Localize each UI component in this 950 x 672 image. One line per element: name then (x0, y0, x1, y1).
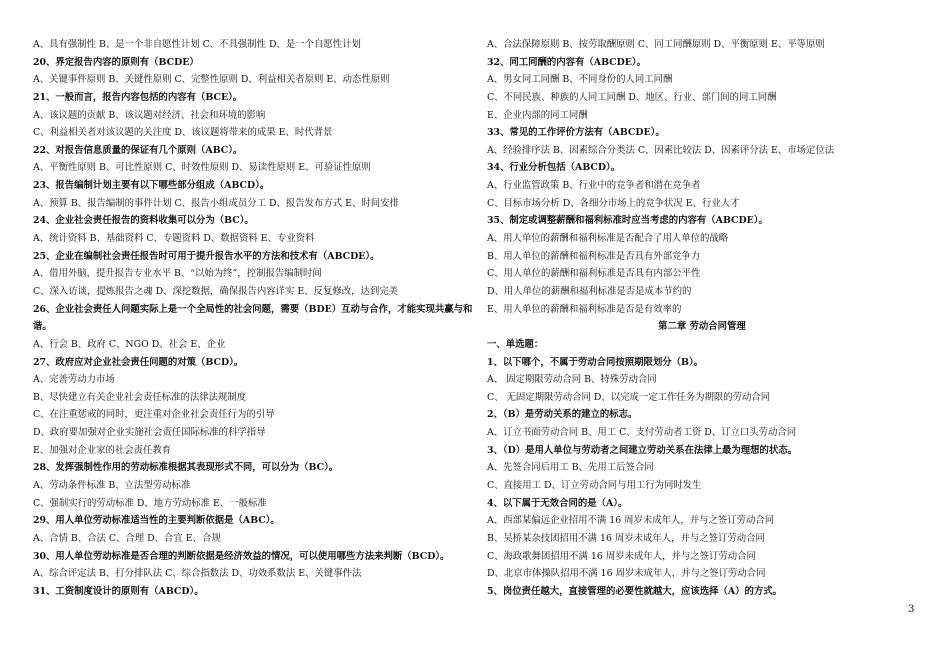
question-line: 30、用人单位劳动标准是否合理的判断依据是经济效益的情况，可以使用哪些方法来判断（BCD）。 (33, 550, 450, 562)
question-line: 2、（B）是劳动关系的建立的标志。 (487, 409, 638, 421)
option-line: C、在注重惩戒的同时，更注重对企业社会责任行为的引导 (33, 409, 275, 421)
option-line: A、 固定期限劳动合同 B、特殊劳动合同 (487, 374, 657, 386)
right-column (487, 36, 917, 601)
question-line: 22、对报告信息质量的保证有几个原则（ABC）。 (33, 144, 243, 156)
option-line: A、借用外脑，提升报告专业水平 B、“以始为终”，控制报告编制时间 (33, 268, 322, 280)
option-line: C、直接用工 D、订立劳动合同与用工行为同时发生 (487, 480, 702, 492)
question-line: 26、企业社会责任人问题实际上是一个全局性的社会问题，需要（BDE）互动与合作，才能实现共赢与和谐。 (33, 303, 473, 333)
question-line: 24、企业社会责任报告的资料收集可以分为（BC）。 (33, 215, 254, 227)
question-line: 31、工资制度设计的原则有（ABCD）。 (33, 585, 204, 597)
option-line: A、平衡性原则 B、可比性原则 C、时效性原则 D、易读性原则 E、可验证性原则 (33, 162, 371, 174)
question-line: 34、行业分析包括（ABCD）。 (487, 162, 621, 174)
question-line: 25、企业在编制社会责任报告时可用于提升报告水平的方法和技术有（ABCDE）。 (33, 250, 380, 262)
option-line: A、劳动条件标准 B、立法型劳动标准 (33, 480, 191, 492)
question-line: 33、常见的工作评价方法有（ABCDE）。 (487, 127, 665, 139)
question-line: 29、用人单位劳动标准适当性的主要判断依据是（ABC）。 (33, 515, 280, 527)
option-line: B、尽快建立有关企业社会责任标准的法律法规制度 (33, 391, 247, 403)
option-line: C、强制实行的劳动标准 D、地方劳动标准 E、一般标准 (33, 497, 267, 509)
question-line: 23、报告编制计划主要有以下哪些部分组成（ABCD）。 (33, 180, 270, 192)
option-line: A、完善劳动力市场 (33, 374, 115, 386)
question-line: 32、同工同酬的内容有（ABCDE）。 (487, 56, 646, 68)
option-line: D、北京市体操队招用不满 16 周岁未成年人，并与之签订劳动合同 (487, 568, 766, 580)
question-line: 4、以下属于无效合同的是（A）。 (487, 497, 628, 509)
option-line: E、企业内部的同工同酬 (487, 109, 588, 121)
option-line: A、预算 B、报告编制的事件计划 C、报告小组成员分工 D、报告发布方式 E、时间安排 (33, 197, 399, 209)
question-line: 3、（D）是用人单位与劳动者之间建立劳动关系在法律上最为理想的状态。 (487, 444, 797, 456)
option-line: D、政府要加强对企业实施社会责任国际标准的科学指导 (33, 427, 266, 439)
option-line: C、海政歌舞团招用不满 16 周岁未成年人，并与之签订劳动合同 (487, 550, 756, 562)
option-line: C、深入访谈，提炼报告之魂 D、深挖数据，确保报告内容详实 E、反复修改，达到完美 (33, 285, 398, 297)
option-line: A、该议题的贡献 B、该议题对经济、社会和环境的影响 (33, 109, 266, 121)
option-line: C、 无固定期限劳动合同 D、以完成一定工作任务为期限的劳动合同 (487, 391, 771, 403)
option-line: C、目标市场分析 D、各细分市场上的竞争状况 E、行业人才 (487, 197, 740, 209)
option-line: B、吴桥某杂技团招用不满 16 周岁未成年人，并与之签订劳动合同 (487, 532, 765, 544)
option-line: A、合情 B、合法 C、合理 D、合宜 E、合规 (33, 532, 221, 544)
page-number: 3 (908, 604, 915, 615)
option-line: A、男女同工同酬 B、不同身份的人同工同酬 (487, 74, 673, 86)
option-line: A、先签合同后用工 B、先用工后签合同 (487, 462, 654, 474)
chapter-heading: 第二章 劳动合同管理 (658, 321, 746, 333)
option-line: D、用人单位的薪酬和福利标准是否是成本节约的 (487, 285, 692, 297)
left-column (33, 36, 473, 601)
option-line: A、行业监管政策 B、行业中的竞争者和潜在竞争者 (487, 180, 701, 192)
question-line: 一、单选题： (487, 338, 544, 350)
option-line: A、订立书面劳动合同 B、用工 C、支付劳动者工资 D、订立口头劳动合同 (487, 427, 797, 439)
option-line: A、用人单位的薪酬和福利标准是否配合了用人单位的战略 (487, 233, 729, 245)
option-line: A、关键事件原则 B、关键性原则 C、完整性原则 D、利益相关者原则 E、动态性原则 (33, 74, 390, 86)
question-line: 21、一般而言，报告内容包括的内容有（BCE）。 (33, 91, 243, 103)
option-line: A、综合评定法 B、打分排队法 C、综合指数法 D、功效系数法 E、关键事件法 (33, 568, 362, 580)
question-line: 20、界定报告内容的原则有（BCDE） (33, 56, 199, 68)
option-line: E、用人单位的薪酬和福利标准是否是有效率的 (487, 303, 682, 315)
option-line: A、经验排序法 B、因素综合分类法 C、因素比较法 D、因素评分法 E、市场定位法 (487, 144, 835, 156)
option-line: E、加强对企业家的社会责任教育 (33, 444, 172, 456)
question-line: 5、岗位责任越大，直接管理的必要性就越大，应该选择（A）的方式。 (487, 585, 783, 597)
question-line: 27、政府应对企业社会责任问题的对策（BCD）。 (33, 356, 244, 368)
question-line: 28、发挥强制性作用的劳动标准根据其表现形式不同，可以分为（BC）。 (33, 462, 339, 474)
option-line: A、合法保障原则 B、按劳取酬原则 C、同工同酬原则 D、平衡原则 E、平等原则 (487, 39, 825, 50)
question-line: 35、制定或调整薪酬和福利标准时应当考虑的内容有（ABCDE）。 (487, 215, 768, 227)
option-line: B、用人单位的薪酬和福利标准是否具有外部竞争力 (487, 250, 701, 262)
option-line: C、利益相关者对该议题的关注度 D、该议题将带来的成果 E、时代背景 (33, 127, 333, 139)
option-line: A、西部某偏远企业招用不满 16 周岁未成年人，并与之签订劳动合同 (487, 515, 775, 527)
option-line: A、统计资料 B、基础资料 C、专题资料 D、数据资料 E、专业资料 (33, 233, 315, 245)
option-line: A、具有强制性 B、是一个非自愿性计划 C、不具强制性 D、是一个自愿性计划 (33, 39, 361, 50)
question-line: 1、以下哪个，不属于劳动合同按照期限划分（B）。 (487, 356, 704, 368)
option-line: C、不同民族、种族的人同工同酬 D、地区、行业、部门间的同工同酬 (487, 91, 777, 103)
option-line: A、行会 B、政府 C、NGO D、社会 E、企业 (33, 338, 226, 350)
option-line: C、用人单位的薪酬和福利标准是否具有内部公平性 (487, 268, 701, 280)
